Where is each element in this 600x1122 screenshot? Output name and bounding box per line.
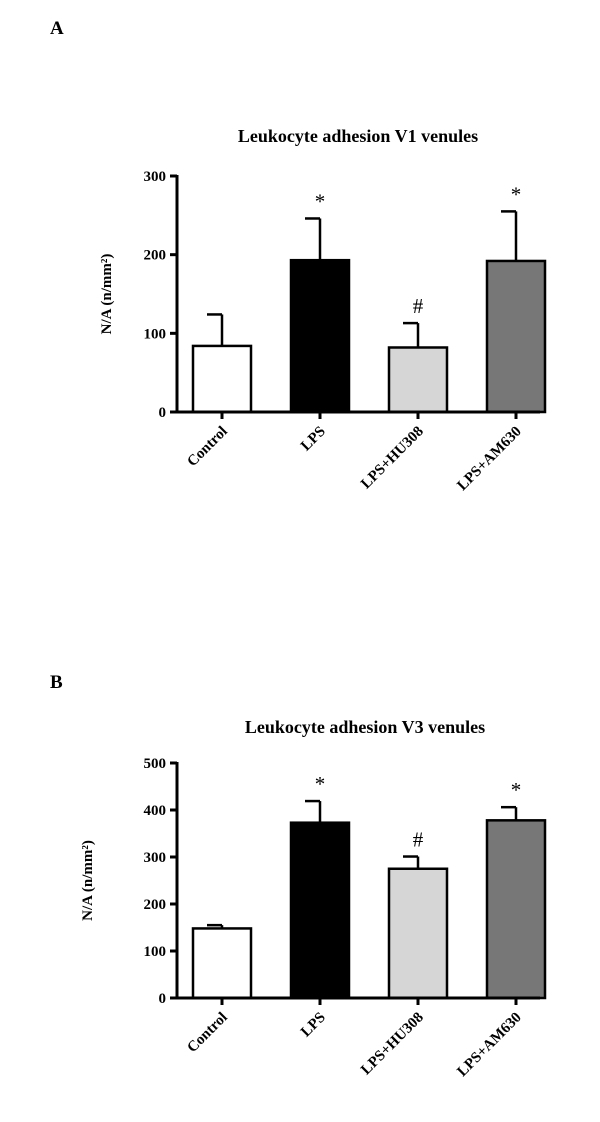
- x-tick-label: LPS+HU308: [358, 1009, 427, 1079]
- y-tick-label: 400: [143, 803, 166, 819]
- bar-lps-am630: [487, 261, 545, 412]
- panel-letter-b: B: [50, 672, 63, 693]
- y-axis-label: N/A (n/mm²): [99, 253, 115, 335]
- y-tick-label: 0: [158, 405, 166, 421]
- chart-title: Leukocyte adhesion V1 venules: [237, 126, 479, 146]
- significance-marker: *: [314, 189, 326, 214]
- bar-control: [193, 346, 251, 412]
- y-tick-label: 200: [143, 897, 166, 913]
- x-tick-label: Control: [184, 423, 231, 470]
- y-tick-label: 100: [143, 326, 166, 343]
- x-tick-label: LPS: [298, 1009, 329, 1041]
- significance-marker: *: [314, 772, 326, 797]
- panel-letter-a: A: [50, 18, 64, 39]
- bar-control: [193, 928, 251, 998]
- y-tick-label: 300: [143, 850, 166, 866]
- y-tick-label: 200: [143, 247, 166, 264]
- x-tick-label: LPS: [298, 423, 329, 455]
- y-tick-label: 300: [143, 169, 166, 185]
- significance-marker: *: [510, 778, 522, 803]
- bar-lps-am630: [487, 820, 545, 998]
- bar-lps: [291, 260, 349, 412]
- y-axis-label: N/A (n/mm²): [80, 840, 96, 921]
- x-tick-label: Control: [184, 1009, 231, 1056]
- bar-lps: [291, 823, 349, 998]
- x-tick-label: LPS+AM630: [454, 1009, 525, 1080]
- significance-marker: #: [412, 827, 424, 852]
- x-tick-label: LPS+AM630: [454, 423, 525, 494]
- x-tick-label: LPS+HU308: [358, 423, 427, 493]
- bar-lps-hu308: [389, 869, 447, 998]
- y-tick-label: 500: [143, 756, 166, 772]
- y-tick-label: 100: [143, 944, 166, 960]
- bar-chart-v3-venules: [0, 700, 600, 1120]
- significance-marker: *: [510, 182, 522, 207]
- bar-chart-v1-venules: [0, 100, 600, 520]
- bar-lps-hu308: [389, 347, 447, 412]
- chart-title: Leukocyte adhesion V3 venules: [244, 717, 486, 737]
- significance-marker: #: [412, 294, 424, 319]
- y-tick-label: 0: [158, 991, 166, 1007]
